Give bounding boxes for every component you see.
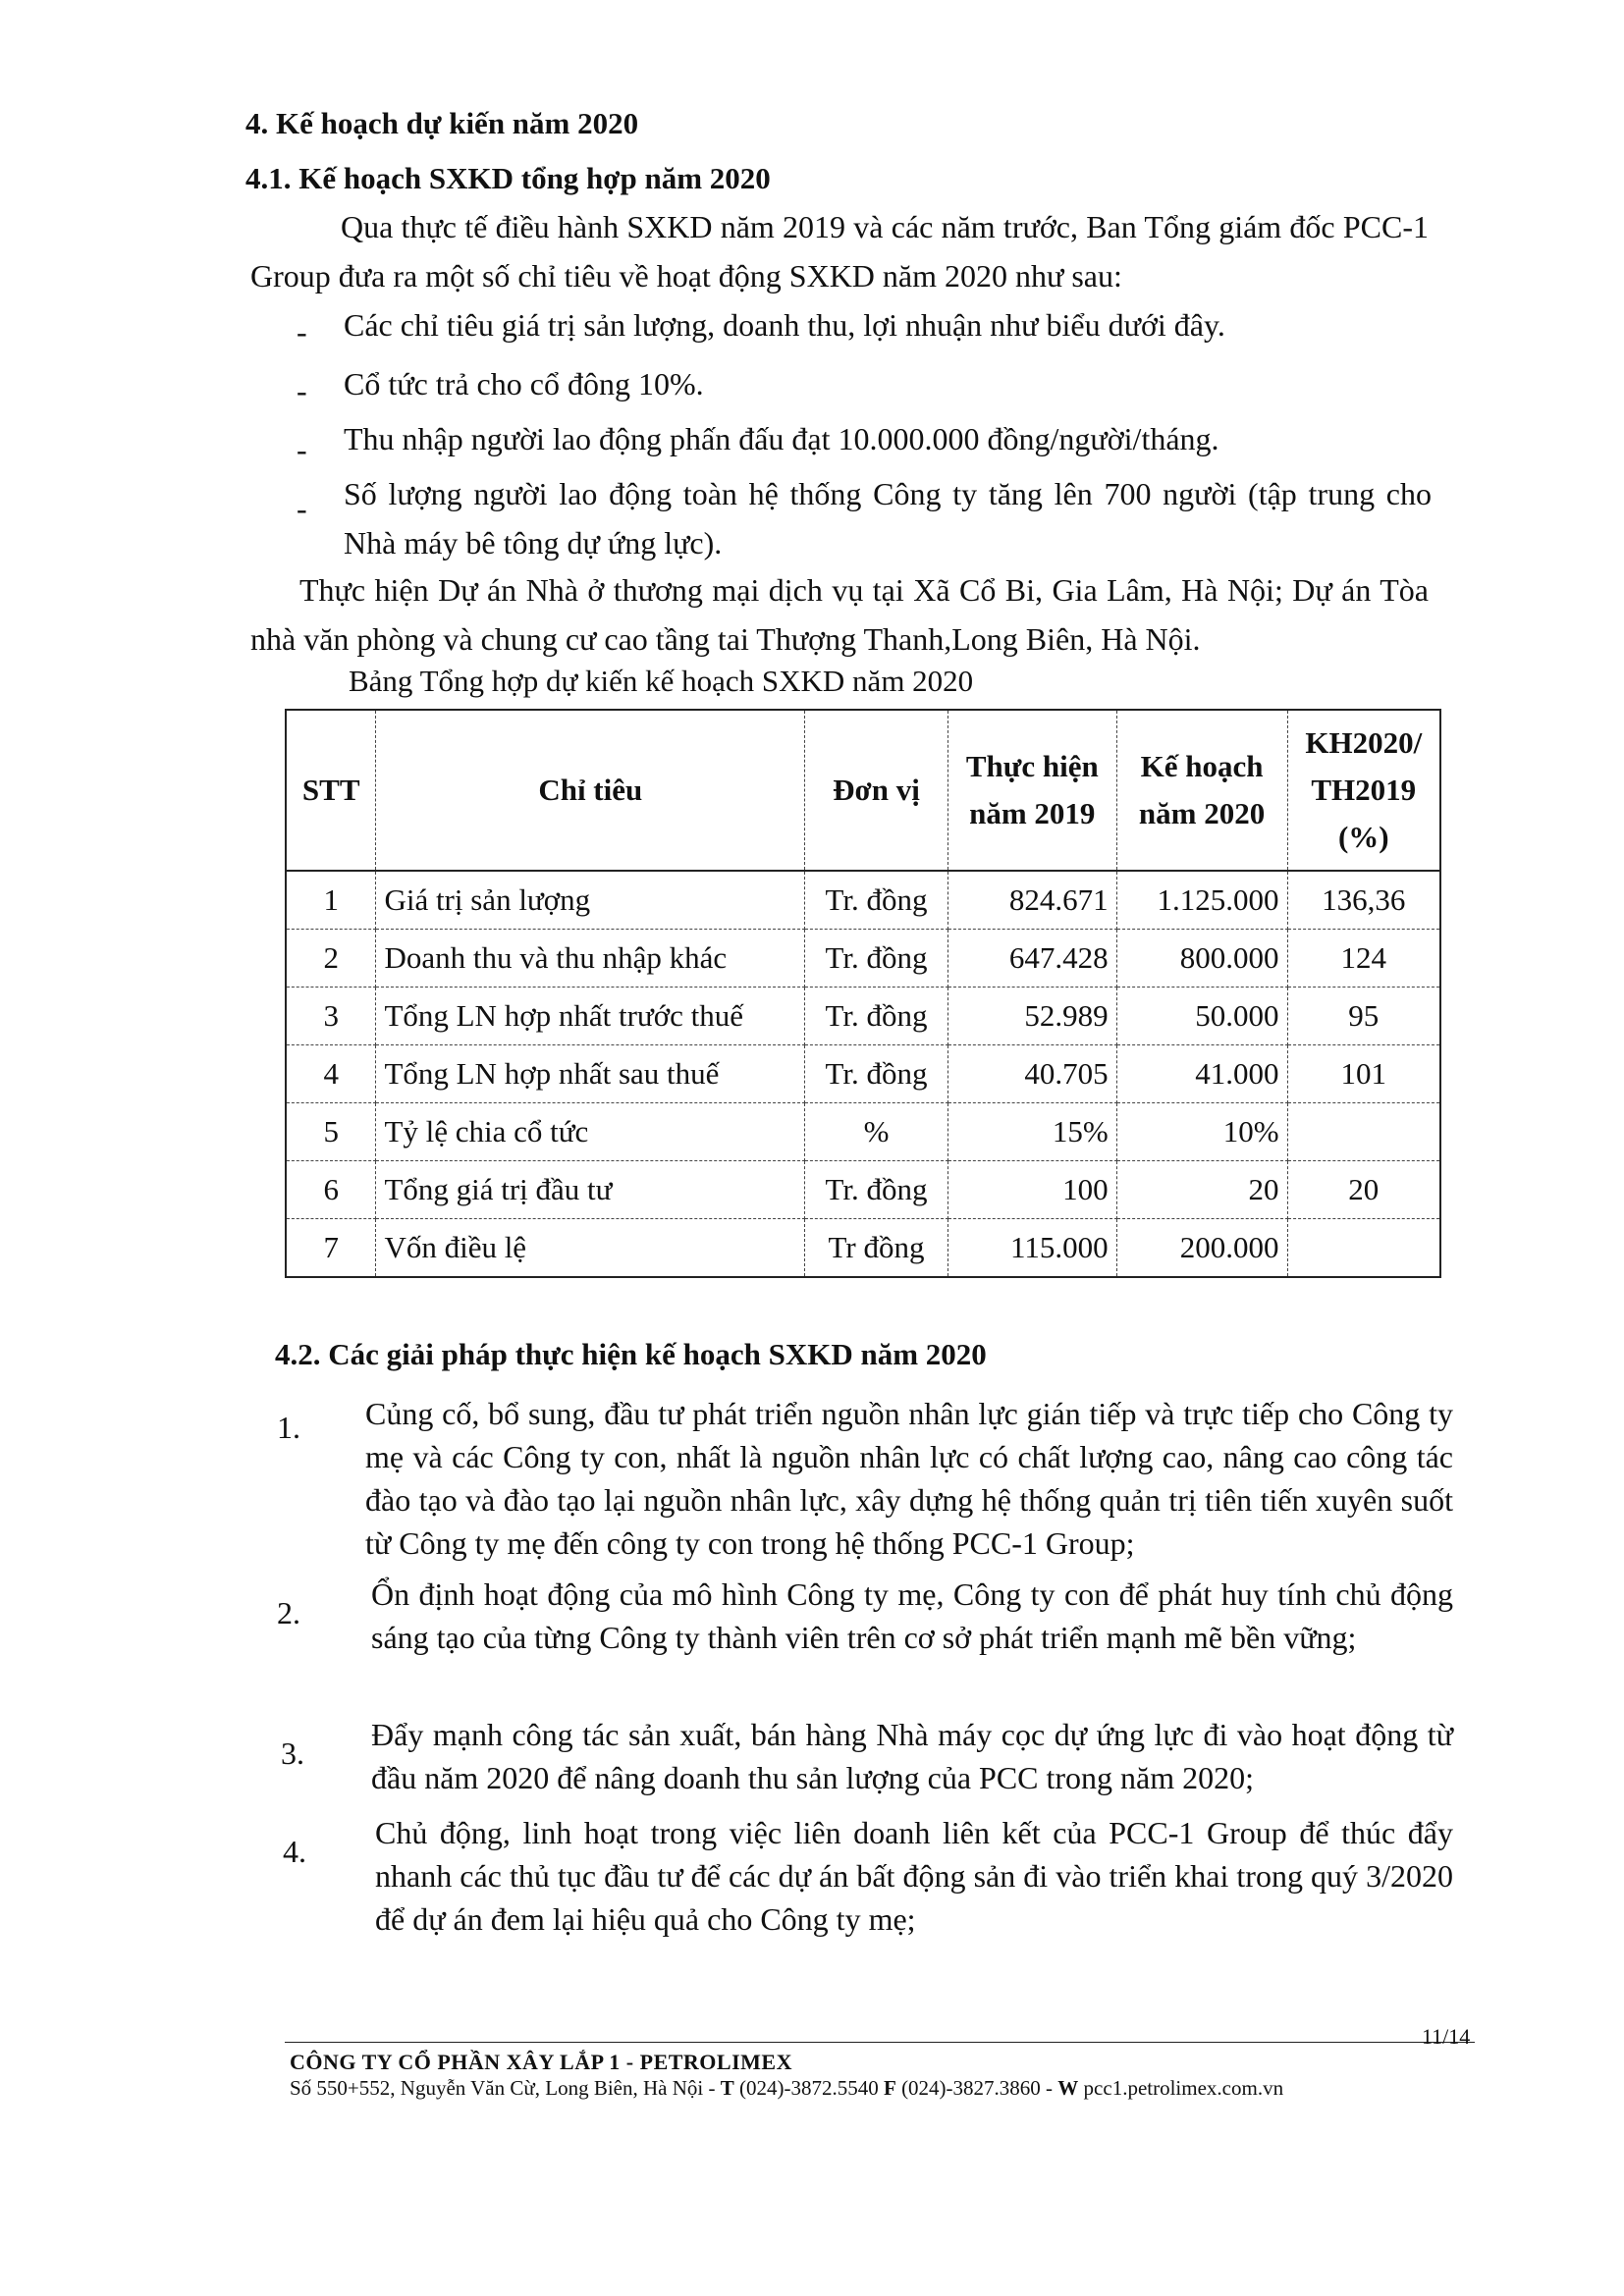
table-row bbox=[286, 1045, 1440, 1103]
cell-stt: 4 bbox=[286, 1045, 376, 1103]
cell-kh2020: 800.000 bbox=[1116, 930, 1287, 988]
cell-don-vi: Tr. đồng bbox=[805, 871, 948, 930]
section-4-heading: 4. Kế hoạch dự kiến năm 2020 bbox=[245, 106, 639, 140]
cell-stt: 1 bbox=[286, 871, 376, 930]
bullet-text: Cổ tức trả cho cổ đông 10%. bbox=[344, 366, 704, 401]
bullet-text: Các chỉ tiêu giá trị sản lượng, doanh thu, lợi nhuận như biểu dưới đây. bbox=[344, 307, 1225, 343]
solution-number: 4. bbox=[283, 1834, 306, 1869]
header-stt: STT bbox=[286, 710, 376, 871]
cell-th2019: 100 bbox=[947, 1161, 1116, 1219]
page-number: 11/14 bbox=[1422, 2024, 1471, 2049]
table-row bbox=[286, 1103, 1440, 1161]
bullet-text: Thu nhập người lao động phấn đấu đạt 10.000.000 đồng/người/tháng. bbox=[344, 421, 1219, 456]
intro-paragraph: Qua thực tế điều hành SXKD năm 2019 và các năm trước, Ban Tổng giám đốc PCC-1 Group đưa ra một số chỉ tiêu về hoạt động SXKD năm 2020 như sau: bbox=[250, 209, 1429, 294]
cell-stt: 6 bbox=[286, 1161, 376, 1219]
cell-chi-tieu: Doanh thu và thu nhập khác bbox=[376, 930, 805, 988]
solution-text: Củng cố, bổ sung, đầu tư phát triển nguồn nhân lực gián tiếp và trực tiếp cho Công ty mẹ và các Công ty con, nhất là nguồn nhân lực có chất lượng cao, nâng cao công tác đào tạo và đào tạo lại nguồn nhân lực, xây dựng hệ thống quản trị tiên tiến xuyên suốt từ Công ty mẹ đến công ty con trong hệ thống PCC-1 Group; bbox=[365, 1396, 1453, 1561]
header-don-vi: Đơn vị bbox=[805, 710, 948, 871]
bullet-dash: - bbox=[297, 314, 307, 349]
table-row bbox=[286, 988, 1440, 1045]
cell-don-vi: Tr. đồng bbox=[805, 1161, 948, 1219]
cell-chi-tieu: Tổng LN hợp nhất trước thuế bbox=[376, 988, 805, 1045]
header-ratio: KH2020/ TH2019 (%) bbox=[1287, 710, 1440, 871]
footer-address-text: Số 550+552, Nguyễn Văn Cừ, Long Biên, Hà Nội - bbox=[290, 2076, 721, 2100]
section-4-1-heading: 4.1. Kế hoạch SXKD tổng hợp năm 2020 bbox=[245, 161, 771, 195]
table-header-row bbox=[286, 710, 1440, 871]
cell-stt: 7 bbox=[286, 1219, 376, 1278]
cell-stt: 2 bbox=[286, 930, 376, 988]
cell-don-vi: Tr đồng bbox=[805, 1219, 948, 1278]
cell-ratio: 136,36 bbox=[1287, 871, 1440, 930]
cell-stt: 5 bbox=[286, 1103, 376, 1161]
footer-t-label: T bbox=[720, 2076, 734, 2100]
solution-text: Ổn định hoạt động của mô hình Công ty mẹ, Công ty con để phát huy tính chủ động sáng tạo của từng Công ty thành viên trên cơ sở phát triển mạnh mẽ bền vững; bbox=[371, 1576, 1453, 1655]
cell-don-vi: Tr. đồng bbox=[805, 988, 948, 1045]
cell-chi-tieu: Tổng LN hợp nhất sau thuế bbox=[376, 1045, 805, 1103]
cell-don-vi: Tr. đồng bbox=[805, 930, 948, 988]
cell-stt: 3 bbox=[286, 988, 376, 1045]
footer-address bbox=[290, 2076, 1283, 2101]
cell-chi-tieu: Giá trị sản lượng bbox=[376, 871, 805, 930]
cell-th2019: 647.428 bbox=[947, 930, 1116, 988]
footer-phone: (024)-3872.5540 bbox=[733, 2076, 884, 2100]
table-row bbox=[286, 1219, 1440, 1278]
cell-kh2020: 50.000 bbox=[1116, 988, 1287, 1045]
header-kh2020: Kế hoạch năm 2020 bbox=[1116, 710, 1287, 871]
cell-th2019: 52.989 bbox=[947, 988, 1116, 1045]
solution-number: 1. bbox=[277, 1410, 300, 1445]
cell-ratio: 20 bbox=[1287, 1161, 1440, 1219]
project-paragraph: Thực hiện Dự án Nhà ở thương mại dịch vụ tại Xã Cổ Bi, Gia Lâm, Hà Nội; Dự án Tòa nhà văn phòng và chung cư cao tầng tai Thượng Thanh,Long Biên, Hà Nội. bbox=[250, 572, 1429, 657]
solution-number: 3. bbox=[281, 1735, 304, 1771]
cell-don-vi: % bbox=[805, 1103, 948, 1161]
cell-kh2020: 200.000 bbox=[1116, 1219, 1287, 1278]
cell-chi-tieu: Tổng giá trị đầu tư bbox=[376, 1161, 805, 1219]
cell-kh2020: 20 bbox=[1116, 1161, 1287, 1219]
cell-chi-tieu: Tỷ lệ chia cổ tức bbox=[376, 1103, 805, 1161]
footer-w-label: W bbox=[1057, 2076, 1079, 2100]
cell-don-vi: Tr. đồng bbox=[805, 1045, 948, 1103]
solution-text: Đẩy mạnh công tác sản xuất, bán hàng Nhà máy cọc dự ứng lực đi vào hoạt động từ đầu năm 2020 để nâng doanh thu sản lượng của PCC trong năm 2020; bbox=[371, 1717, 1453, 1795]
plan-table bbox=[285, 709, 1441, 1278]
footer-fax: (024)-3827.3860 - bbox=[895, 2076, 1058, 2100]
cell-th2019: 15% bbox=[947, 1103, 1116, 1161]
table-row bbox=[286, 871, 1440, 930]
cell-kh2020: 10% bbox=[1116, 1103, 1287, 1161]
header-chi-tieu: Chỉ tiêu bbox=[376, 710, 805, 871]
cell-th2019: 115.000 bbox=[947, 1219, 1116, 1278]
solution-text: Chủ động, linh hoạt trong việc liên doanh liên kết của PCC-1 Group để thúc đẩy nhanh các thủ tục đầu tư để các dự án bất động sản đi vào triển khai trong quý 3/2020 để dự án đem lại hiệu quả cho Công ty mẹ; bbox=[375, 1815, 1453, 1937]
cell-ratio: 95 bbox=[1287, 988, 1440, 1045]
bullet-text: Số lượng người lao động toàn hệ thống Công ty tăng lên 700 người (tập trung cho Nhà máy bê tông dự ứng lực). bbox=[344, 476, 1432, 561]
cell-chi-tieu: Vốn điều lệ bbox=[376, 1219, 805, 1278]
cell-ratio bbox=[1287, 1103, 1440, 1161]
cell-th2019: 824.671 bbox=[947, 871, 1116, 930]
solution-number: 2. bbox=[277, 1595, 300, 1630]
cell-th2019: 40.705 bbox=[947, 1045, 1116, 1103]
bullet-dash: - bbox=[297, 491, 307, 526]
section-4-2-heading: 4.2. Các giải pháp thực hiện kế hoạch SXKD năm 2020 bbox=[275, 1337, 987, 1371]
cell-ratio: 124 bbox=[1287, 930, 1440, 988]
footer-f-label: F bbox=[883, 2076, 896, 2100]
table-row bbox=[286, 930, 1440, 988]
table-caption: Bảng Tổng hợp dự kiến kế hoạch SXKD năm 2020 bbox=[349, 664, 974, 698]
footer-website: pcc1.petrolimex.com.vn bbox=[1078, 2076, 1284, 2100]
footer-company-name: CÔNG TY CỔ PHẦN XÂY LẮP 1 - PETROLIMEX bbox=[290, 2050, 792, 2074]
bullet-dash: - bbox=[297, 373, 307, 408]
cell-kh2020: 1.125.000 bbox=[1116, 871, 1287, 930]
table-row bbox=[286, 1161, 1440, 1219]
cell-kh2020: 41.000 bbox=[1116, 1045, 1287, 1103]
cell-ratio bbox=[1287, 1219, 1440, 1278]
bullet-dash: - bbox=[297, 432, 307, 467]
header-th2019: Thực hiện năm 2019 bbox=[947, 710, 1116, 871]
cell-ratio: 101 bbox=[1287, 1045, 1440, 1103]
footer-rule bbox=[285, 2042, 1475, 2043]
